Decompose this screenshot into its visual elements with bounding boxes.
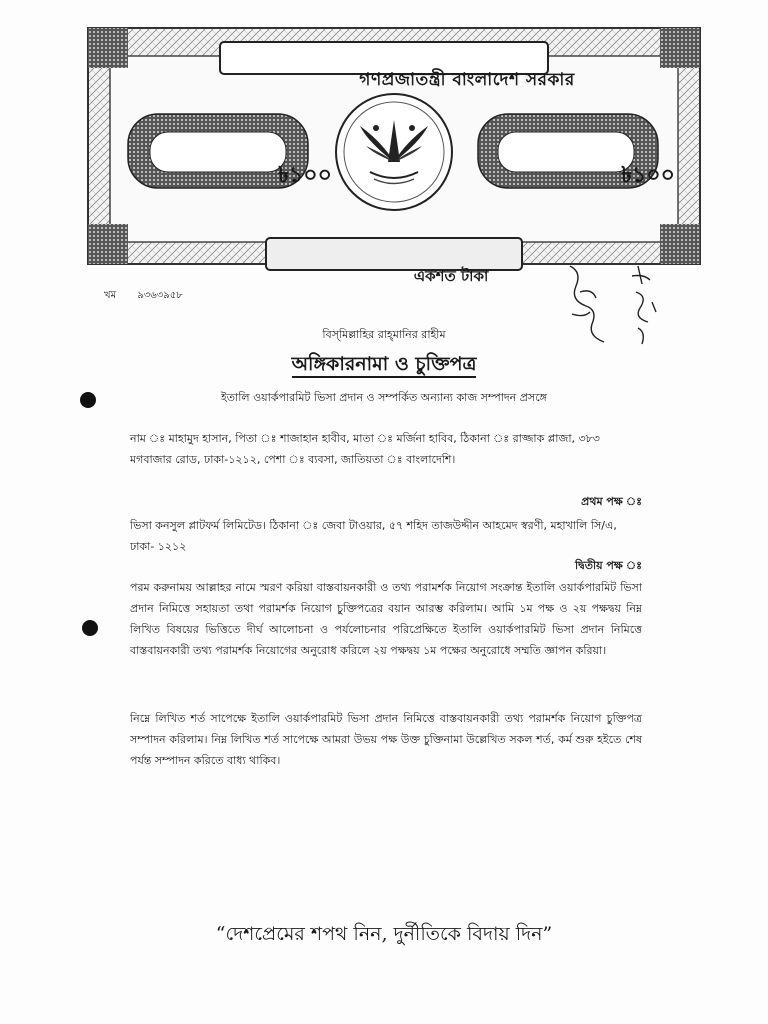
first-party-label: প্রথম পক্ষ ঃ [581, 495, 642, 508]
stamp-value-words: একশত টাকা [413, 267, 489, 285]
footer-slogan: “দেশপ্রেমের শপথ নিন, দুর্নীতিকে বিদায় দিন” [215, 923, 553, 945]
bismillah-line: বিস্‌মিল্লাহির রাহ্‌মানির রাহীম [322, 328, 446, 341]
serial-number: ৯৩৬৩৯৫৮ [137, 290, 183, 301]
document-title-text: অঙ্গিকারনামা ও চুক্তিপত্র [292, 353, 477, 378]
document-title [0, 350, 768, 382]
stamp-paper-header [84, 22, 704, 285]
second-party-label: দ্বিতীয় পক্ষ ঃ [575, 559, 642, 572]
stamp-border-graphic [84, 22, 704, 274]
document-subtitle: ইতালি ওয়ার্কপারমিট ভিসা প্রদান ও সম্পর্কিত অন্যান্য কাজ সম্পাদন প্রসঙ্গে [221, 391, 547, 404]
second-party-details: ভিসা কনসুল প্লাটফর্ম লিমিটেড। ঠিকানা ঃ জেবা টাওয়ার, ৫৭ শহিদ তাজউদ্দীন আহমেদ স্বরণী, মহাখালি সি/এ, ঢাকা- ১২১২ [130, 519, 617, 553]
first-party-details: নাম ঃ মাহামুদ হাসান, পিতা ঃ শাজাহান হাবীব, মাতা ঃ মর্জিনা হাবিব, ঠিকানা ঃ রাজ্জাক প্লাজা, ৩৮৩ মগবাজার রোড, ঢাকা-১২১২, পেশা ঃ ব্যবসা, জাতিয়তা ঃ বাংলাদেশি। [130, 432, 600, 466]
stamp-value-right: ৳১০০ [621, 163, 675, 188]
stamp-banner-text: গণপ্রজাতন্ত্রী বাংলাদেশ সরকার [359, 70, 575, 90]
serial-prefix: খম [104, 290, 117, 301]
punch-hole-mark [82, 620, 98, 636]
stamp-serial [104, 288, 201, 305]
stamp-value-left: ৳১০০ [278, 163, 332, 188]
agreement-paragraph-1: পরম করুনাময় আল্লাহর নামে স্মরণ করিয়া বাস্তবায়নকারী ও তথ্য পরামর্শক নিয়োগ সংক্রান্ত ইতালি ওয়ার্কপারমিট ভিসা প্রদান নিমিত্তে সহায়তা তথা পরামর্শক নিয়োগ চুক্তিপত্রের বয়ান আরম্ভ করিলাম। আমি ১ম পক্ষ ও ২য় পক্ষদ্বয় নিম্ন লিখিত বিষয়ের ভিত্তিতে দীর্ঘ আলোচনা ও পর্যলোচনার পরিপ্রেক্ষিতে ইতালি ওয়ার্কপারমিট ভিসা প্রদান নিমিত্তে বাস্তবায়নকারী তথ্য পরামর্শক নিয়োগের অনুরোধ করিলে ২য় পক্ষদ্বয় ১ম পক্ষের অনুরোধে সম্মতি জ্ঞাপন করিয়া। [130, 581, 642, 657]
agreement-paragraph-2: নিম্নে লিখিত শর্ত সাপেক্ষে ইতালি ওয়ার্কপারমিট ভিসা প্রদান নিমিত্তে বাস্তবায়নকারী তথ্য পরামর্শক নিয়োগ চুক্তিপত্র সম্পাদন করিলাম। নিম্ন লিখিত শর্ত সাপেক্ষে আমরা উভয় পক্ষ উক্ত চুক্তিনামা উল্লেখিত সকল শর্ত, কর্ম শুরু হইতে শেষ পর্যন্ত সম্পাদন করিতে বাধ্য থাকিব। [130, 712, 642, 767]
